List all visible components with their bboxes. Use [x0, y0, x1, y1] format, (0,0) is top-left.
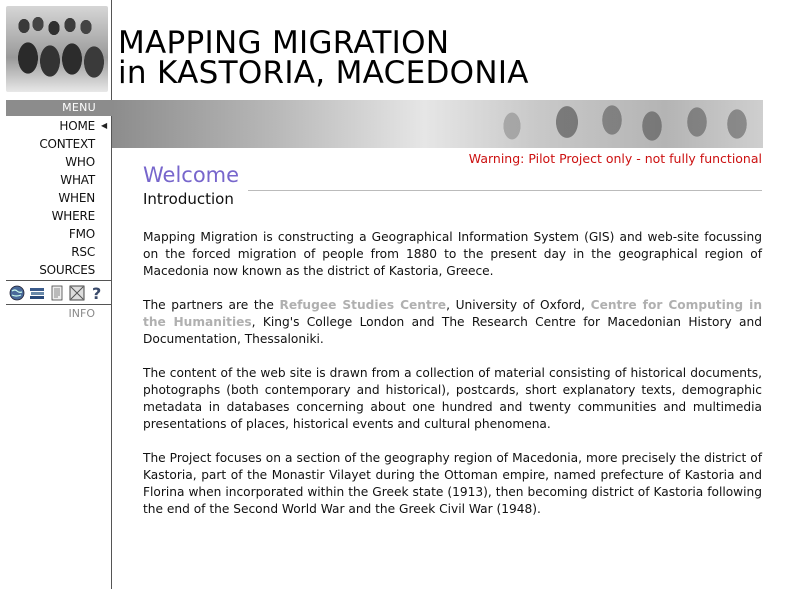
site-title: [118, 25, 529, 91]
page-subtitle: Introduction: [143, 190, 234, 208]
current-page-arrow-icon: ◀: [101, 121, 107, 130]
sidebar-item-home[interactable]: [6, 117, 112, 135]
sidebar-item-rsc[interactable]: [6, 243, 112, 261]
paragraph-text: , King's College London and The Research Centre for Macedonian History and Documentation, Thessaloniki.: [143, 315, 762, 346]
site-title-line1: MAPPING MIGRATION: [118, 25, 450, 61]
sidebar-item-label: RSC: [71, 245, 95, 259]
books-icon[interactable]: [28, 285, 45, 302]
sidebar-item-label: WHAT: [60, 173, 95, 187]
main-content: [143, 229, 762, 535]
sidebar-item-context[interactable]: [6, 135, 112, 153]
svg-text:?: ?: [91, 285, 101, 301]
info-divider: [6, 304, 112, 305]
sidebar-item-what[interactable]: [6, 171, 112, 189]
sidebar-item-label: SOURCES: [39, 263, 95, 277]
paragraph-text: The partners are the: [143, 298, 280, 312]
paragraph-text: , University of Oxford,: [446, 298, 591, 312]
sidebar-item-label: WHERE: [51, 209, 95, 223]
site-title-line2: in KASTORIA, MACEDONIA: [118, 55, 529, 91]
title-divider: [248, 190, 762, 191]
pilot-warning: Warning: Pilot Project only - not fully functional: [468, 151, 762, 166]
page-title: Welcome: [143, 163, 240, 187]
tool-icons: [8, 284, 110, 302]
globe-icon[interactable]: [8, 285, 25, 302]
sidebar-item-label: FMO: [68, 227, 95, 241]
sidebar-item-when[interactable]: [6, 189, 112, 207]
picture-icon[interactable]: [68, 285, 85, 302]
sidebar-item-label: WHO: [65, 155, 95, 169]
intro-paragraph-2: [143, 297, 762, 348]
header-banner-photo: [112, 100, 763, 148]
menu-bar: MENU: [6, 100, 112, 116]
sidebar-item-where[interactable]: [6, 207, 112, 225]
info-link[interactable]: INFO: [68, 307, 95, 320]
sidebar-item-who[interactable]: [6, 153, 112, 171]
intro-paragraph-4: The Project focuses on a section of the geography region of Macedonia, more precisely the district of Kastoria, part of the Monastir Vilayet during the Ottoman empire, named prefecture of Kastoria and Florina when incorporated within the Greek state (1913), then becoming district of Kastoria following the end of the Second World War and the Greek Civil War (1948).: [143, 451, 762, 516]
intro-paragraph-1: Mapping Migration is constructing a Geographical Information System (GIS) and web-site focussing on the forced migration of people from 1880 to the present day in the geographical region of Macedonia now known as the district of Kastoria, Greece.: [143, 230, 762, 278]
sidebar-item-fmo[interactable]: [6, 225, 112, 243]
sidebar-item-label: CONTEXT: [39, 137, 95, 151]
sidebar-item-sources[interactable]: [6, 261, 112, 279]
intro-paragraph-3: The content of the web site is drawn from a collection of material consisting of historical documents, photographs (both contemporary and historical), postcards, short explanatory texts, demographic metadata in databases concerning about one hundred and twenty communities and multimedia presentations of places, historical events and cultural phenomena.: [143, 366, 762, 431]
sidebar-item-label: WHEN: [58, 191, 95, 205]
help-icon[interactable]: [88, 285, 105, 302]
sidebar-nav: [6, 117, 112, 279]
nav-divider: [6, 280, 112, 281]
sidebar-item-label: HOME: [59, 119, 95, 133]
refugee-studies-centre-link[interactable]: Refugee Studies Centre: [279, 298, 447, 312]
document-icon[interactable]: [48, 285, 65, 302]
logo-photo[interactable]: [6, 6, 108, 92]
centre-for-computing-link[interactable]: Centre for Computing in the Humanities: [143, 298, 763, 329]
